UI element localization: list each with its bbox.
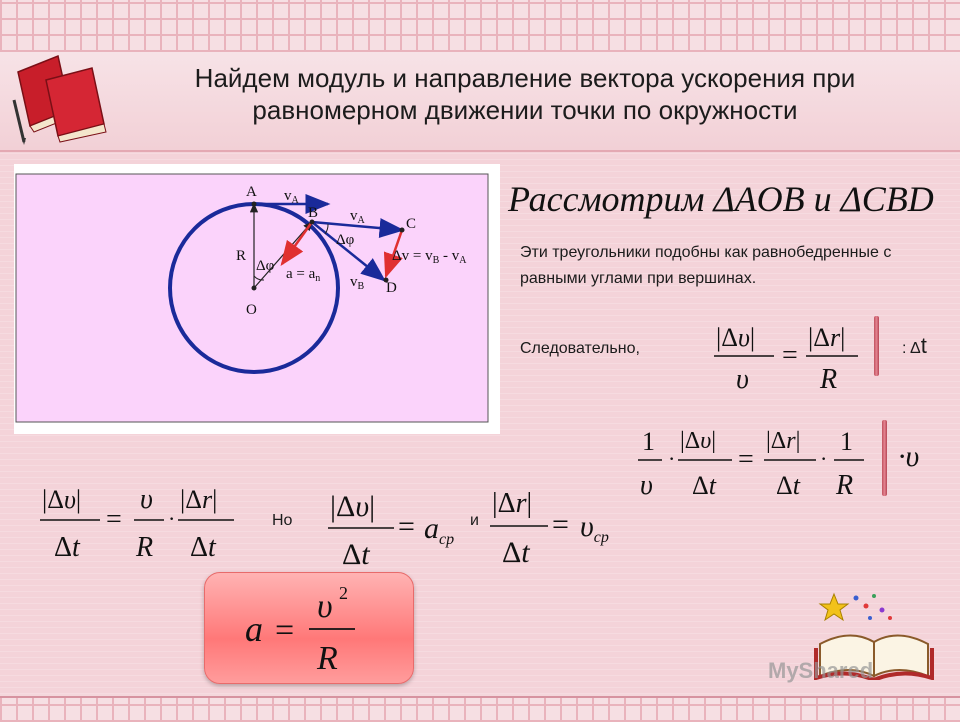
consider-prefix: Рассмотрим	[508, 179, 705, 219]
svg-text:|Δυ|: |Δυ|	[680, 428, 717, 454]
label-D: D	[386, 280, 397, 296]
formula-centripetal-acceleration	[205, 573, 413, 683]
svg-text:·: ·	[168, 506, 176, 531]
svg-text:·: ·	[668, 446, 676, 471]
title-line-1: Найдем модуль и направление вектора ускорения при	[194, 63, 856, 93]
formula-average-speed	[488, 476, 628, 568]
svg-text:R: R	[136, 532, 154, 563]
label-B: B	[308, 205, 319, 221]
svg-text:Δt: Δt	[190, 532, 216, 563]
svg-text:|Δυ|: |Δυ|	[42, 485, 82, 514]
similar-triangles-text: Эти треугольники подобны как равнобедренные с равными углами при вершинах.	[520, 244, 892, 287]
top-decorative-frame	[0, 0, 960, 54]
label-A: A	[246, 184, 257, 200]
svg-text:=: =	[106, 504, 122, 535]
consider-heading	[508, 178, 934, 220]
label-dphi-B: Δφ	[336, 232, 355, 248]
svg-text:R: R	[820, 364, 838, 395]
formula-average-acceleration	[326, 478, 466, 570]
label-vB: $v_B$	[350, 274, 365, 292]
svg-text:|Δυ|: |Δυ|	[716, 323, 756, 352]
svg-text:υ: υ	[317, 588, 333, 625]
svg-text:R: R	[317, 640, 338, 677]
geometry-figure	[14, 164, 500, 434]
page-title	[110, 52, 940, 136]
svg-text:Δt: Δt	[692, 471, 716, 500]
svg-text:=: =	[552, 508, 569, 541]
title-line-2: равномерном движении точки по окружности	[252, 95, 798, 125]
and-label: и	[470, 512, 479, 529]
svg-text:=: =	[738, 444, 754, 475]
label-vA: $v_A$	[284, 188, 299, 206]
label-a-an: $a = a_n$	[286, 266, 321, 284]
bottom-decorative-frame	[0, 696, 960, 722]
svg-text:|Δr|: |Δr|	[180, 485, 218, 514]
formula-divided	[632, 414, 872, 504]
divide-by-dt-label: : Δt	[902, 333, 927, 358]
svg-text:|Δυ|: |Δυ|	[330, 490, 376, 523]
therefore-label: Следовательно,	[520, 340, 640, 357]
svg-text:=: =	[275, 612, 295, 649]
svg-text:|Δr|: |Δr|	[808, 323, 846, 352]
label-C: C	[406, 216, 417, 232]
circle-diagram	[14, 164, 500, 434]
svg-text:·: ·	[820, 446, 828, 471]
svg-text:|Δr|: |Δr|	[766, 428, 801, 454]
svg-text:υср: $\upsilon_{ср}$	[580, 510, 609, 546]
but-label: Но	[272, 512, 293, 529]
divider-rod-1	[874, 316, 879, 376]
multiply-by-v-label: ·υ	[898, 440, 920, 473]
svg-text:Δt: Δt	[342, 538, 370, 570]
svg-text:Δt: Δt	[502, 536, 530, 568]
formula-proportion	[708, 312, 868, 398]
label-R: R	[236, 248, 247, 264]
label-dphi-O: Δφ	[256, 258, 275, 274]
final-formula-box	[204, 572, 414, 684]
consider-triangles: ΔAOB и ΔCBD	[713, 179, 934, 219]
svg-text:1: 1	[840, 427, 853, 456]
divider-rod-2	[882, 420, 887, 496]
svg-text:=: =	[398, 510, 415, 543]
svg-text:aср: $a_{ср}$	[424, 512, 455, 548]
svg-text:Δt: Δt	[776, 471, 800, 500]
svg-text:2: 2	[339, 583, 348, 603]
svg-text:Δt: Δt	[54, 532, 80, 563]
watermark: MyShared	[768, 658, 874, 683]
svg-text:υ: υ	[736, 364, 749, 395]
svg-text:R: R	[836, 470, 854, 501]
svg-text:1: 1	[642, 427, 655, 456]
label-O: O	[246, 302, 257, 318]
label-vA-at-B: $v_A$	[350, 208, 365, 226]
svg-text:=: =	[782, 340, 798, 371]
label-dv-formula: $\Delta v = v_B - v_A$	[392, 248, 467, 266]
svg-text:|Δr|: |Δr|	[492, 488, 533, 519]
formula-result	[36, 472, 246, 564]
books-icon	[6, 50, 116, 146]
svg-text:a: a	[245, 609, 263, 649]
svg-text:υ: υ	[140, 484, 153, 515]
svg-text:υ: υ	[640, 470, 653, 501]
